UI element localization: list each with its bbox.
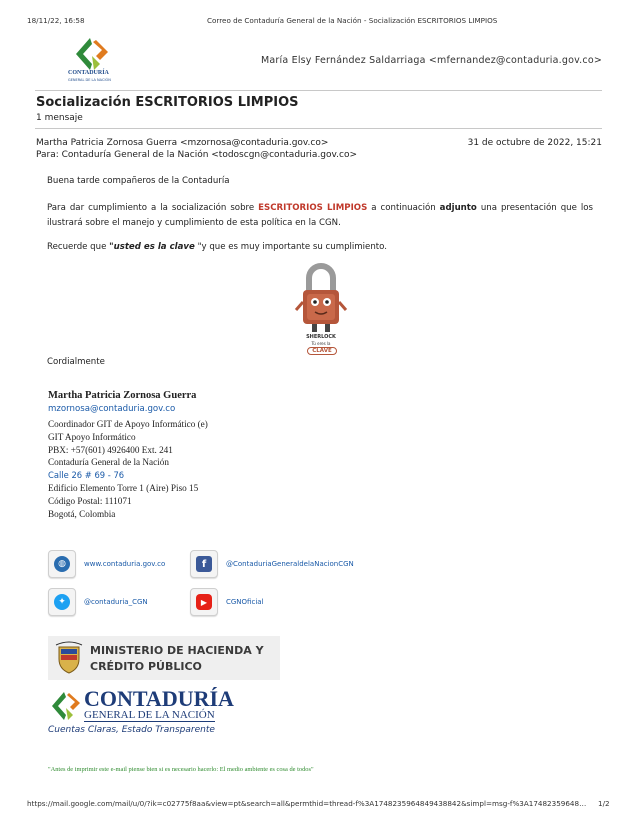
p1-text-c: una presentación que los ilustrará sobre el manejo y cumplimiento de esta política en la CGN.: [47, 203, 593, 228]
globe-icon[interactable]: ◍: [48, 550, 76, 578]
social-facebook-link[interactable]: @ContaduriaGeneraldelaNacionCGN: [226, 560, 354, 568]
thread-subject: Socialización ESCRITORIOS LIMPIOS: [36, 95, 299, 110]
mascot-line3: CLAVE: [307, 347, 337, 355]
divider: [35, 128, 602, 129]
padlock-mascot-icon: [293, 262, 349, 334]
paragraph-1: [47, 201, 593, 231]
signature-org: Contaduría General de la Nación: [48, 457, 169, 468]
social-web[interactable]: [48, 550, 165, 578]
p2-text-a: Recuerde que: [47, 242, 110, 252]
mascot-line1: SHERLOCK: [306, 334, 336, 340]
ministry-line1: MINISTERIO DE HACIENDA Y: [90, 644, 264, 657]
message-to: Para: Contaduría General de la Nación <todoscgn@contaduria.gov.co>: [36, 150, 358, 160]
message-date: 31 de octubre de 2022, 15:21: [467, 138, 602, 148]
social-twitter[interactable]: [48, 588, 148, 616]
message-from: Martha Patricia Zornosa Guerra <mzornosa@contaduria.gov.co>: [36, 138, 329, 148]
padlock-mascot-image: [293, 262, 349, 358]
p2-emphasis: "usted es la clave: [109, 242, 195, 252]
closing: Cordialmente: [47, 357, 105, 367]
cgn-logo-mark-icon: [62, 36, 122, 72]
signature-group: GIT Apoyo Informático: [48, 431, 136, 442]
signature-city: Bogotá, Colombia: [48, 508, 116, 519]
twitter-icon[interactable]: ✦: [48, 588, 76, 616]
p1-text-b: a continuación: [367, 203, 440, 213]
paragraph-2: [47, 242, 387, 252]
p1-text-a: Para dar cumplimiento a la socialización sobre: [47, 203, 259, 213]
account-label: María Elsy Fernández Saldarriaga <mfernandez@contaduria.gov.co>: [261, 55, 602, 66]
eco-note: "Antes de imprimir este e-mail piense bien si es necesario hacerlo: El medio ambiente es cosa de todos": [48, 766, 314, 773]
ministry-banner: [48, 636, 280, 680]
cgn-logo-sub: GENERAL DE LA NACIÓN: [68, 78, 111, 82]
footer-logo-slogan: Cuentas Claras, Estado Transparente: [48, 725, 215, 735]
footer-logo-line2: GENERAL DE LA NACIÓN: [84, 709, 215, 721]
footer-logo-line1: CONTADURÍA: [84, 686, 234, 711]
p2-text-b: "y que es muy importante su cumplimiento.: [194, 242, 388, 252]
signature-address[interactable]: Calle 26 # 69 - 76: [48, 470, 125, 481]
signature-role: Coordinador GIT de Apoyo Informático (e): [48, 419, 208, 429]
social-twitter-link[interactable]: @contaduria_CGN: [84, 598, 148, 606]
print-datetime: 18/11/22, 16:58: [27, 16, 85, 25]
cgn-logo: [62, 36, 122, 88]
p1-bold: adjunto: [439, 203, 477, 213]
p1-highlight: ESCRITORIOS LIMPIOS: [258, 203, 368, 213]
greeting: Buena tarde compañeros de la Contaduría: [47, 176, 230, 186]
thread-count: 1 mensaje: [36, 113, 83, 123]
cgn-logo-brand: CONTADURÍA: [68, 70, 109, 76]
social-youtube-link[interactable]: CGNOficial: [226, 598, 264, 606]
signature-postal: Código Postal: 111071: [48, 495, 132, 506]
cgn-footer-mark-icon: [48, 690, 84, 724]
signature-phone: PBX: +57(601) 4926400 Ext. 241: [48, 444, 173, 455]
cgn-footer-logo: [48, 686, 238, 742]
print-doc-title: Correo de Contaduría General de la Nación - Socialización ESCRITORIOS LIMPIOS: [207, 16, 498, 25]
signature-block: [48, 418, 208, 520]
coat-of-arms-icon: [54, 641, 84, 675]
print-page: 1/2: [598, 799, 610, 808]
signature-name: Martha Patricia Zornosa Guerra: [48, 390, 197, 401]
facebook-icon[interactable]: f: [190, 550, 218, 578]
signature-email-link[interactable]: [48, 404, 175, 414]
youtube-icon[interactable]: ▶: [190, 588, 218, 616]
print-url: https://mail.google.com/mail/u/0/?ik=c02775f8aa&view=pt&search=all&permthid=thread-f%3A1748235964849438842&simpl=msg-f%3A17482359648…: [27, 799, 587, 808]
ministry-line2: CRÉDITO PÚBLICO: [90, 660, 202, 673]
divider: [35, 90, 602, 91]
social-facebook[interactable]: [190, 550, 354, 578]
social-web-link[interactable]: www.contaduria.gov.co: [84, 560, 166, 568]
social-youtube[interactable]: [190, 588, 264, 616]
signature-building: Edificio Elemento Torre 1 (Aire) Piso 15: [48, 482, 199, 493]
signature-email[interactable]: mzornosa@contaduria.gov.co: [48, 404, 176, 414]
mascot-line2: Tú eres la: [311, 341, 331, 346]
